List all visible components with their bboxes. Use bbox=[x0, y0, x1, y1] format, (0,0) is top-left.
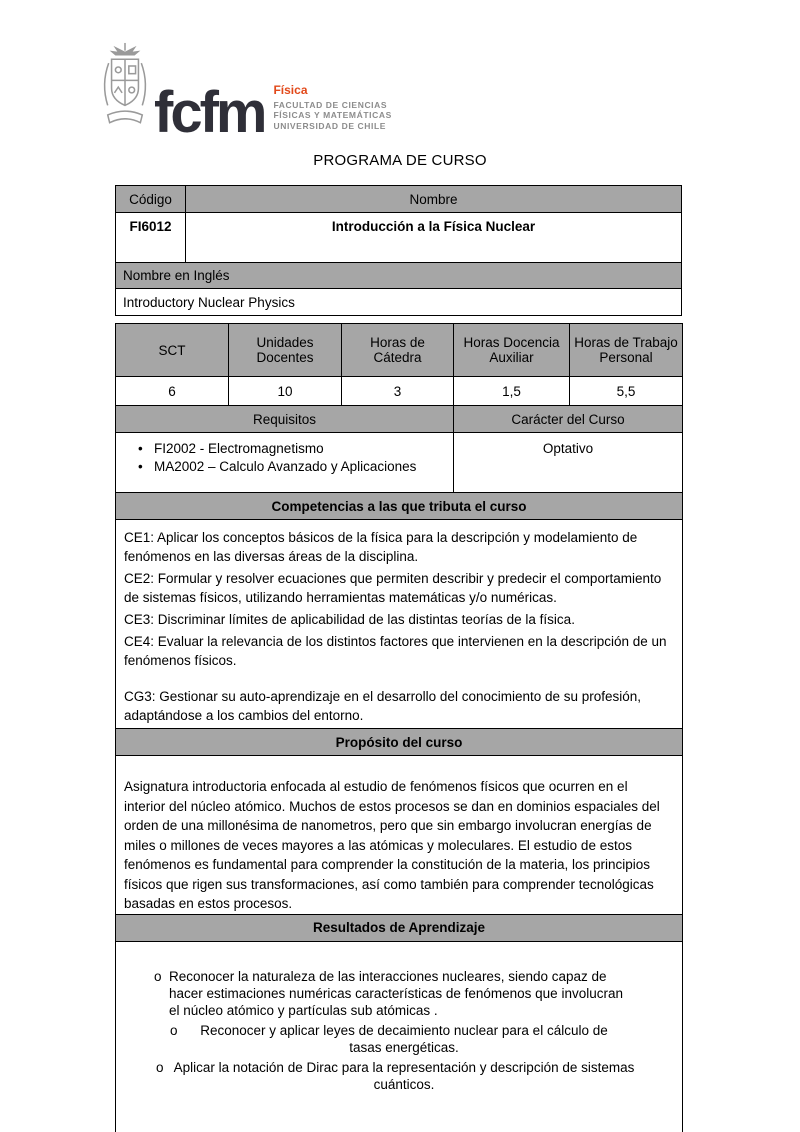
proposito-text: Asignatura introductoria enfocada al estudio de fenómenos físicos que ocurren en el interior del núcleo atómico. Muchos de estos procesos se dan en dominios espaciales del orden de una millonésima de nanometros, pero que sin embargo involucran energías de miles o millones de veces mayores a las atómicas y moleculares. El estudio de estos fenómenos es fundamental para comprender la constitución de la materia, los principios físicos que rigen sus transformaciones, así como también para comprender tecnológicas basadas en estos procesos. bbox=[116, 756, 683, 915]
competencias-section-header: Competencias a las que tributa el curso bbox=[116, 493, 683, 520]
resultado-text: Reconocer la naturaleza de las interacciones nucleares, siendo capaz de hacer estimaciones numéricas características de fenómenos que involucran el núcleo atómico y partículas sub atómicas . bbox=[169, 968, 623, 1018]
unidades-docentes-header: Unidades Docentes bbox=[229, 324, 342, 377]
nombre-ingles-value: Introductory Nuclear Physics bbox=[116, 289, 682, 316]
sct-header: SCT bbox=[116, 324, 229, 377]
horas-catedra-header: Horas de Cátedra bbox=[342, 324, 454, 377]
horas-docencia-auxiliar-value: 1,5 bbox=[454, 377, 570, 406]
nombre-value: Introducción a la Física Nuclear bbox=[186, 213, 682, 263]
nombre-ingles-header: Nombre en Inglés bbox=[116, 263, 682, 289]
list-item bbox=[156, 1059, 674, 1093]
faculty-line-1: FACULTAD DE CIENCIAS bbox=[273, 99, 388, 110]
university-crest-icon bbox=[100, 42, 150, 138]
bullet-marker: o bbox=[170, 1022, 178, 1038]
horas-trabajo-personal-value: 5,5 bbox=[570, 377, 683, 406]
faculty-text-block bbox=[273, 83, 391, 132]
caracter-curso-value: Optativo bbox=[454, 433, 683, 493]
unidades-docentes-value: 10 bbox=[229, 377, 342, 406]
course-id-table bbox=[115, 185, 682, 316]
bullet-marker: o bbox=[156, 1059, 164, 1075]
list-item bbox=[154, 968, 674, 1019]
list-item bbox=[138, 458, 445, 476]
caracter-curso-header: Carácter del Curso bbox=[454, 406, 683, 433]
bullet-marker: • bbox=[138, 459, 143, 474]
sct-value: 6 bbox=[116, 377, 229, 406]
resultados-list bbox=[116, 941, 683, 1132]
bullet-marker: • bbox=[138, 441, 143, 456]
proposito-section-header: Propósito del curso bbox=[116, 729, 683, 756]
horas-trabajo-personal-header: Horas de Trabajo Personal bbox=[570, 324, 683, 377]
fcfm-wordmark: fcfm bbox=[154, 79, 265, 145]
resultado-text: Aplicar la notación de Dirac para la representación y descripción de sistemas cuánticos. bbox=[173, 1059, 635, 1092]
codigo-header: Código bbox=[116, 186, 186, 213]
list-item bbox=[170, 1022, 674, 1056]
university-name: UNIVERSIDAD DE CHILE bbox=[273, 120, 387, 131]
competencia-paragraph: CG3: Gestionar su auto-aprendizaje en el desarrollo del conocimiento de su profesión, adaptándose a los cambios del entorno. bbox=[124, 689, 642, 723]
course-program-content bbox=[115, 185, 682, 1132]
resultados-section-header: Resultados de Aprendizaje bbox=[116, 914, 683, 941]
list-item bbox=[138, 440, 445, 458]
fcfm-logo bbox=[100, 42, 392, 145]
horas-docencia-auxiliar-header: Horas Docencia Auxiliar bbox=[454, 324, 570, 377]
nombre-header: Nombre bbox=[186, 186, 682, 213]
competencia-paragraph: CE2: Formular y resolver ecuaciones que permiten describir y predecir el comportamiento de sistemas físicos, utilizando herramientas matemáticas y/o numéricas. bbox=[124, 571, 662, 605]
competencias-text bbox=[116, 520, 683, 729]
resultado-text: Reconocer y aplicar leyes de decaimiento nuclear para el cálculo de tasas energéticas. bbox=[200, 1022, 608, 1055]
course-details-table bbox=[115, 323, 683, 1132]
horas-catedra-value: 3 bbox=[342, 377, 454, 406]
requisito-text: MA2002 – Calculo Avanzado y Aplicaciones bbox=[154, 459, 417, 474]
requisito-text: FI2002 - Electromagnetismo bbox=[154, 441, 324, 456]
faculty-line-2: FÍSICAS Y MATEMÁTICAS bbox=[273, 110, 392, 120]
requisitos-list bbox=[116, 433, 454, 493]
competencia-paragraph: CE3: Discriminar límites de aplicabilidad de las distintas teorías de la física. bbox=[124, 612, 575, 627]
page-title: PROGRAMA DE CURSO bbox=[313, 152, 487, 169]
department-name: Física bbox=[273, 82, 308, 97]
competencia-paragraph: CE4: Evaluar la relevancia de los distintos factores que intervienen en la descripción de un fenómenos físicos. bbox=[124, 634, 667, 668]
requisitos-header: Requisitos bbox=[116, 406, 454, 433]
codigo-value: FI6012 bbox=[116, 213, 186, 263]
bullet-marker: o bbox=[154, 968, 162, 984]
competencia-paragraph: CE1: Aplicar los conceptos básicos de la física para la descripción y modelamiento de fenómenos en las diversas áreas de la disciplina. bbox=[124, 530, 638, 564]
